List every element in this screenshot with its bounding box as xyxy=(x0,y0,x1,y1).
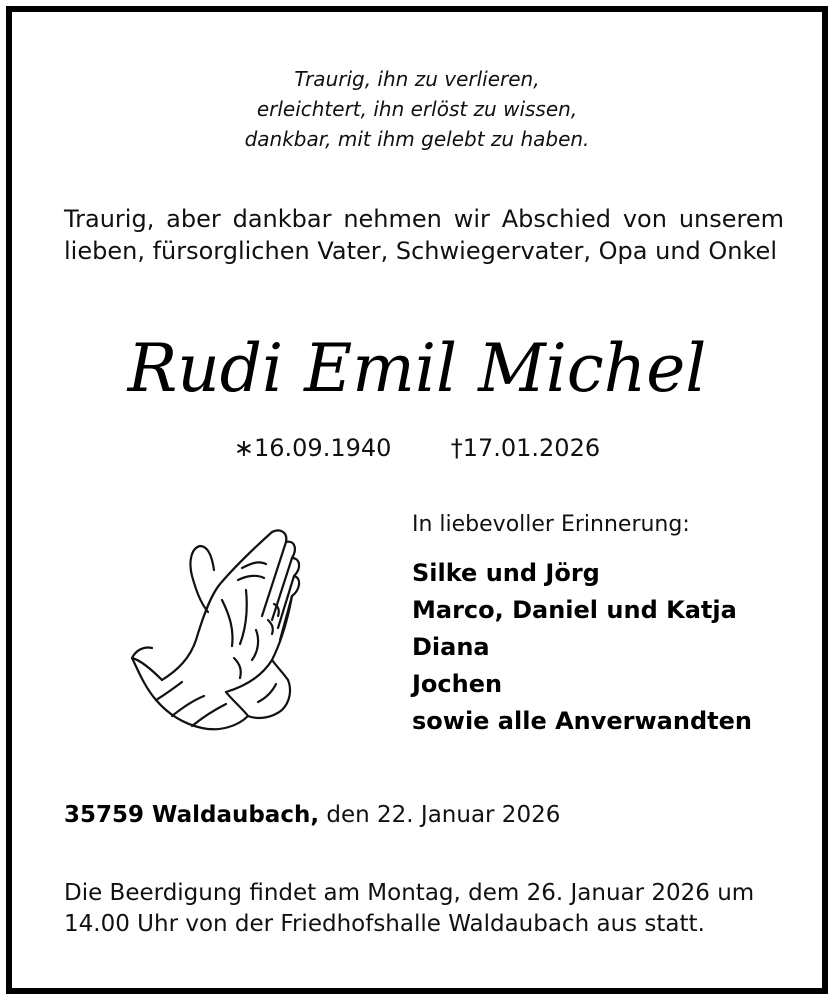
place-location: 35759 Waldaubach, xyxy=(64,802,320,828)
funeral-notice: Die Beerdigung findet am Montag, dem 26. Januar 2026 um 14.00 Uhr von der Friedhofshalle Waldaubach aus statt. xyxy=(64,880,755,937)
life-dates xyxy=(12,434,822,462)
praying-hands-icon xyxy=(122,520,312,740)
place-date-text: den 22. Januar 2026 xyxy=(326,802,561,828)
mourner-name: Diana xyxy=(412,633,490,661)
mourner-name: Marco, Daniel und Katja xyxy=(412,596,737,624)
mourner-name: Jochen xyxy=(412,670,503,698)
birth-date: ∗16.09.1940 xyxy=(233,434,392,462)
intro-text: Traurig, aber dankbar nehmen wir Abschied von unserem lieben, fürsorglichen Vater, Schwiegervater, Opa und Onkel xyxy=(64,205,784,265)
mourners-list xyxy=(412,555,752,740)
mourner-name: Silke und Jörg xyxy=(412,559,600,587)
deceased-name: Rudi Emil Michel xyxy=(127,330,707,407)
poem-line: erleichtert, ihn erlöst zu wissen, xyxy=(256,97,578,121)
place-date xyxy=(64,802,560,828)
poem xyxy=(12,64,822,154)
poem-line: dankbar, mit ihm gelebt zu haben. xyxy=(244,127,590,151)
obituary-frame xyxy=(6,6,828,994)
poem-line: Traurig, ihn zu verlieren, xyxy=(294,67,540,91)
mourners-title: In liebevoller Erinnerung: xyxy=(412,512,690,537)
mourner-name: sowie alle Anverwandten xyxy=(412,707,752,735)
death-date: †17.01.2026 xyxy=(450,434,601,462)
